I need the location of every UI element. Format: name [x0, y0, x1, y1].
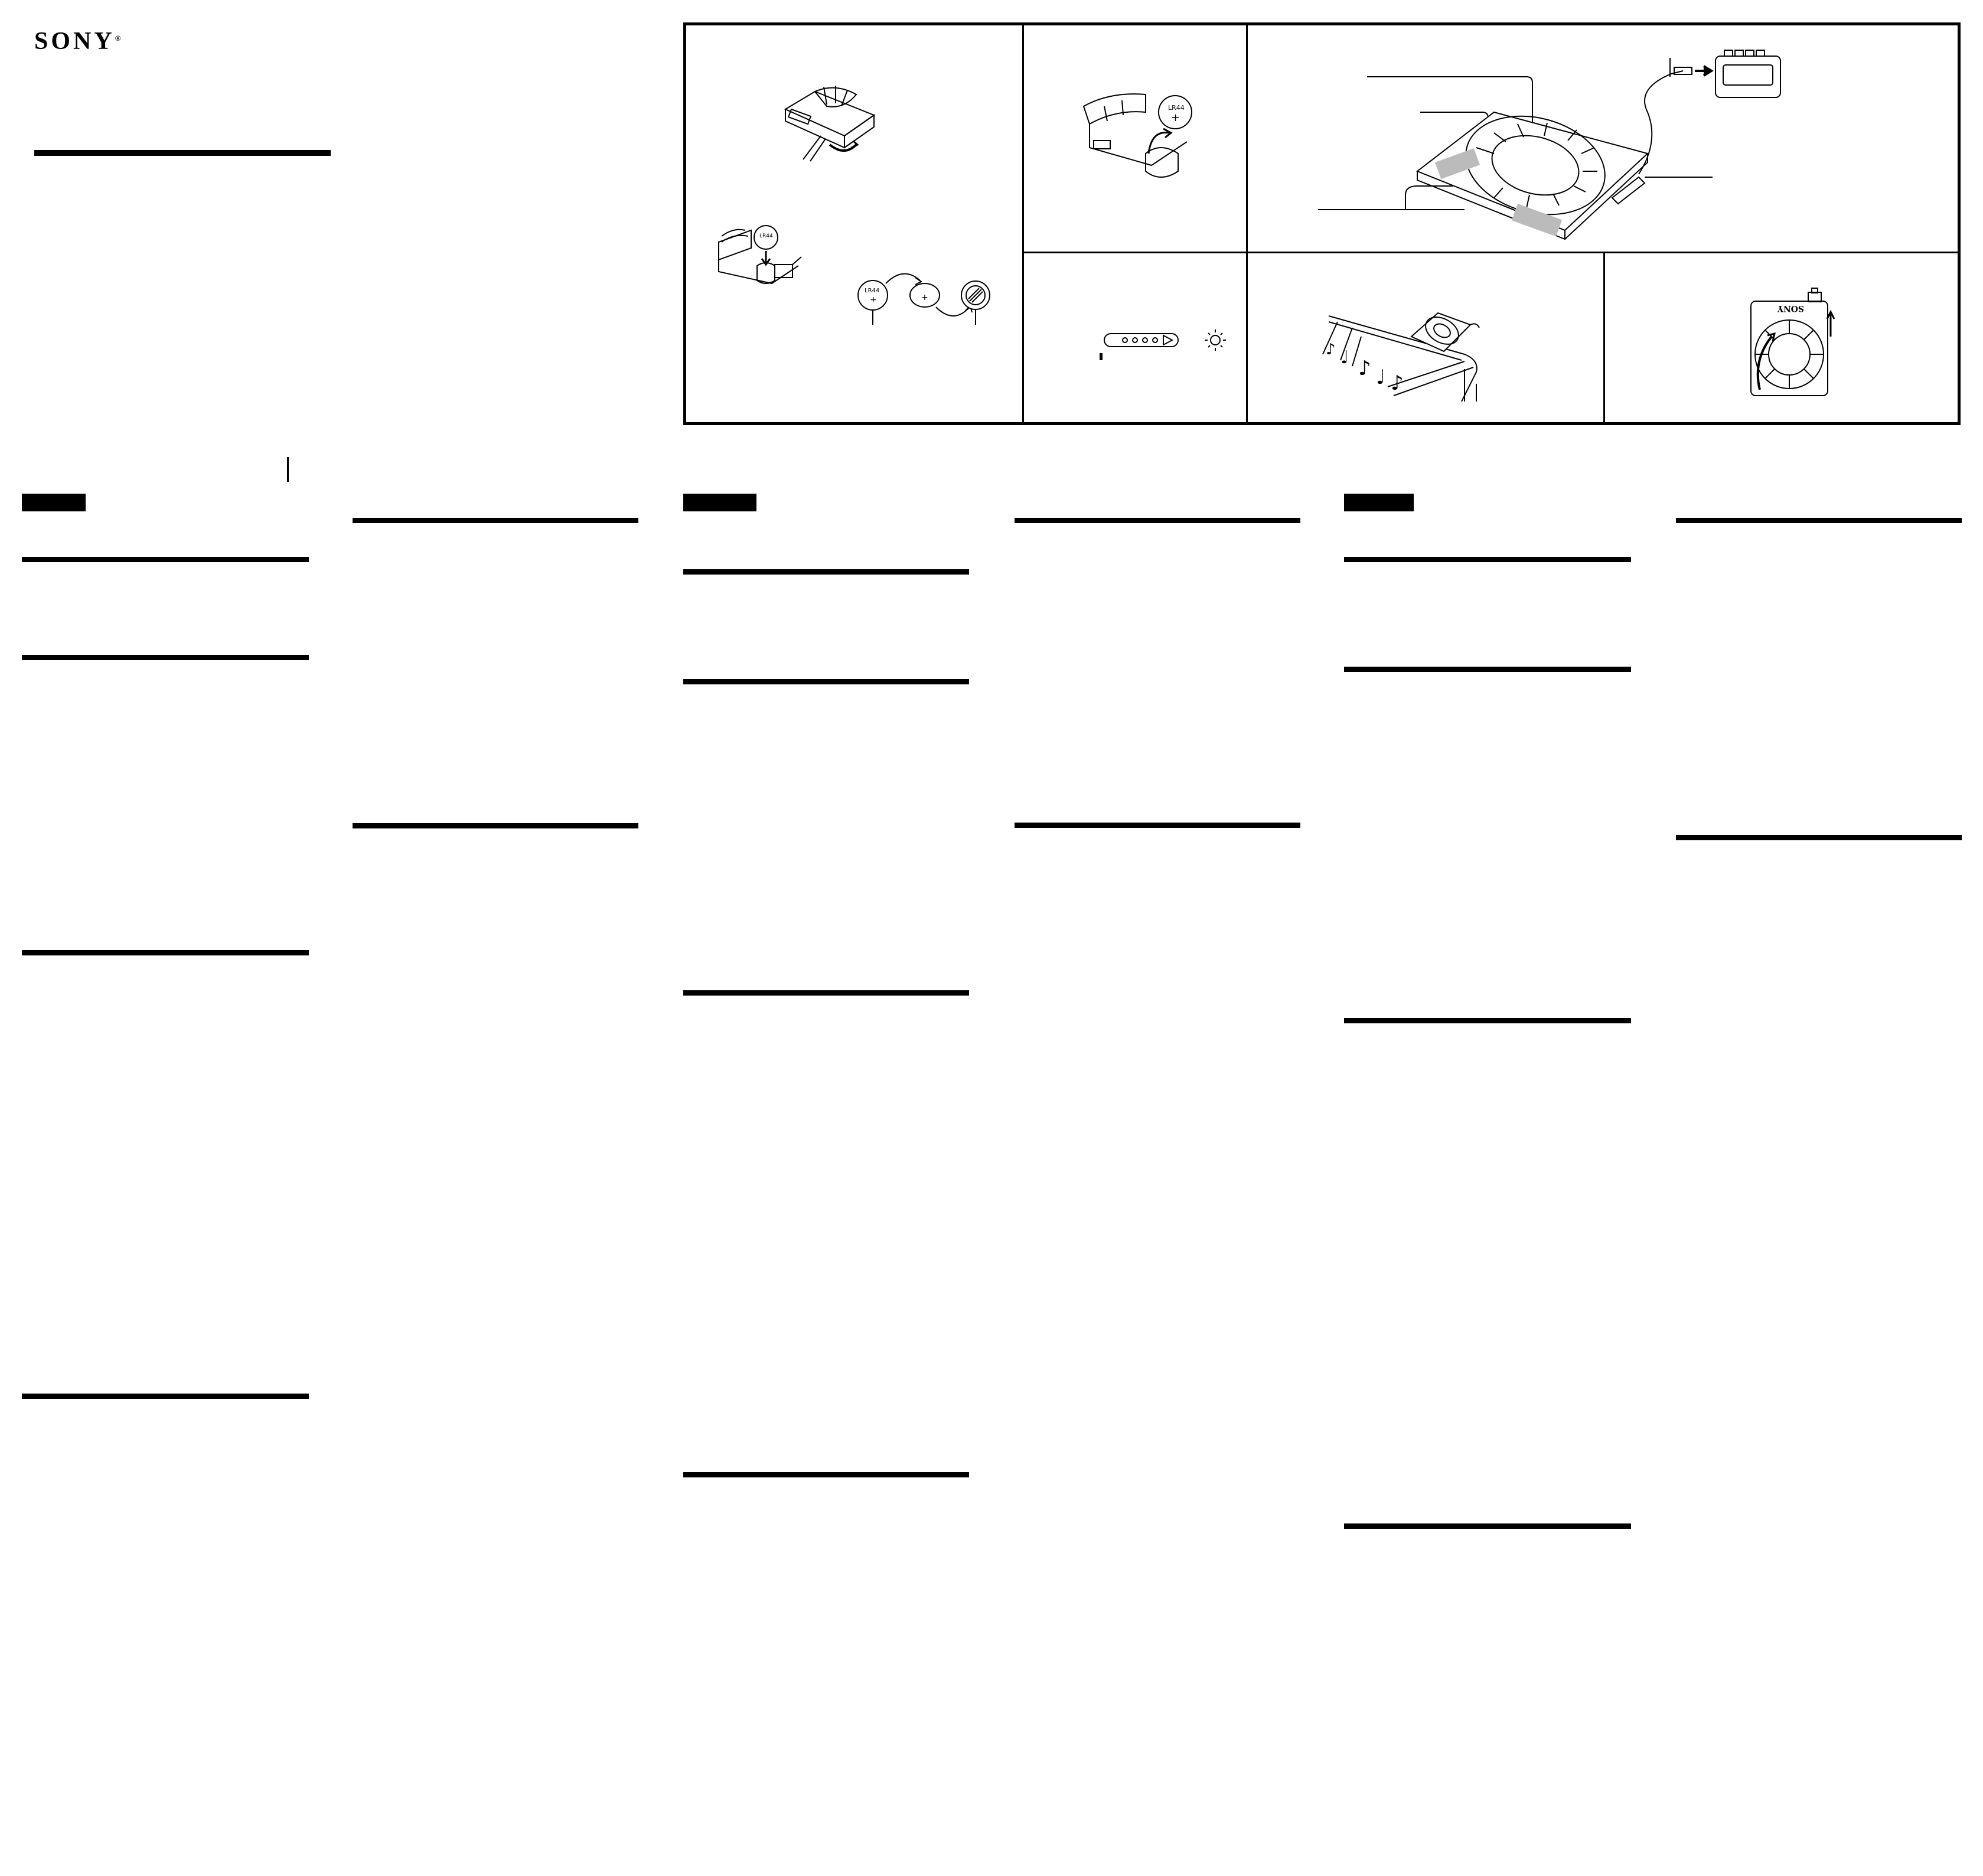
language-tab-2: [683, 494, 756, 511]
svg-text:+: +: [870, 295, 877, 305]
panel-divider: [1022, 252, 1958, 253]
section-rule: [1344, 557, 1631, 562]
section-rule: [1344, 1523, 1631, 1529]
panel-divider: [1022, 25, 1024, 422]
sony-logo: SONY®: [34, 28, 121, 55]
section-rule: [683, 679, 969, 684]
panel-divider: [1603, 252, 1605, 422]
language-tab-1: [22, 494, 86, 511]
svg-text:♩: ♩: [1376, 366, 1386, 389]
section-rule: [1676, 835, 1962, 840]
section-rule: [353, 518, 638, 523]
section-rule: [353, 823, 638, 828]
svg-text:+: +: [1171, 112, 1180, 124]
cut-mark: [287, 457, 289, 482]
panel-divider: [1246, 25, 1248, 422]
svg-text:♪: ♪: [1391, 371, 1404, 395]
svg-text:+: +: [921, 293, 928, 302]
section-rule: [1676, 518, 1962, 523]
speaker-stand-rotation-illustration: [1748, 289, 1837, 402]
svg-text:♪: ♪: [1326, 341, 1336, 358]
section-rule: [1344, 1018, 1631, 1023]
indicator-switch-illustration: [1098, 328, 1240, 369]
language-tab-3: [1344, 494, 1414, 511]
svg-text:LR44: LR44: [1168, 104, 1185, 112]
svg-text:♩: ♩: [1341, 347, 1349, 368]
section-rule: [1015, 518, 1300, 523]
speaker-on-table-illustration: [1317, 301, 1565, 407]
battery-cover-open-illustration: [779, 80, 886, 168]
svg-text:♪: ♪: [1358, 357, 1371, 380]
battery-orientation-illustration: [856, 266, 992, 331]
battery-insert-illustration: [716, 224, 804, 301]
battery-remove-illustration: [1081, 89, 1205, 189]
title-rule: [34, 150, 331, 156]
section-rule: [683, 1472, 969, 1477]
section-rule: [22, 557, 309, 562]
section-rule: [1344, 667, 1631, 672]
section-rule: [22, 1394, 309, 1399]
section-rule: [22, 655, 309, 660]
section-rule: [683, 569, 969, 575]
svg-text:LR44: LR44: [759, 233, 773, 239]
section-rule: [683, 990, 969, 996]
section-rule: [1015, 823, 1300, 828]
speaker-connection-illustration: [1317, 53, 1837, 248]
svg-text:SONY: SONY: [1777, 304, 1804, 313]
section-rule: [22, 950, 309, 955]
svg-text:LR44: LR44: [865, 288, 880, 294]
